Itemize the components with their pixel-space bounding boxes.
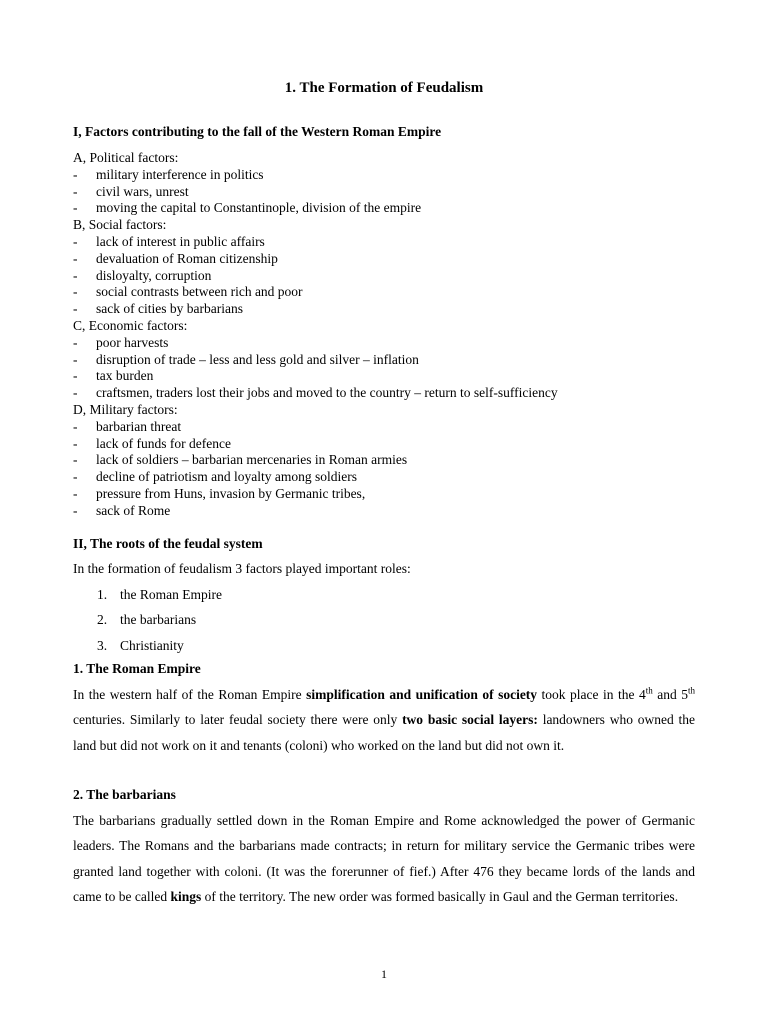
document-page: 1. The Formation of Feudalism I, Factors contributing to the fall of the Western Roman Empire A, Political factors: - military interference in politics - civil wars, unrest - moving the capital to Constantinople, division of the empire B, Social factors: - lack of interest in public affairs - devaluation of Roman citizenship - disloyalty, corruption - social contrasts between rich and poor - sack of cities by barbarians C, Economic factors: - poor harvests - disruption of trade – less and less gold and silver – inflation - tax burden - craftsmen, traders lost their jobs and moved to the country – return to self-sufficiency D, Military factors: - barbarian threat - lack of funds for defence - lack of soldiers – barbarian mercenaries in Roman armies - decline of patriotism and loyalty among soldiers - pressure from Huns, invasion by Germanic tribes, - sack of Rome II, The roots of the feudal system In the formation of feudalism 3 factors played important roles: 1. the Roman Empire 2. the barbarians 3. Christianity 1. The Roman Empire In the western half of the Roman Empire simplification and unification of society took place in the 4th and 5th centuries. Similarly to later feudal society there were only two basic social layers: landowners who owned the land but did not work on it and tenants (coloni) who worked on the land but did not own it. 2. The barbarians The barbarians gradually settled down in the Roman Empire and Rome acknowledged the power of Germanic leaders. The Romans and the barbarians made contracts; in return for military service the Germanic tribes were granted land together with coloni. (It was the forerunner of fief.) After 476 they became lords of the lands and came to be called kings of the territory. The new order was formed basically in Gaul and the German territories. 1 <box>0 0 768 1024</box>
list-item: - lack of soldiers – barbarian mercenaries in Roman armies <box>73 452 408 468</box>
page-title: 1. The Formation of Feudalism <box>284 80 484 96</box>
section-heading-roots: II, The roots of the feudal system <box>73 536 263 551</box>
list-item: - sack of cities by barbarians <box>73 301 243 317</box>
barbarians-paragraph: The barbarians gradually settled down in the Roman Empire and Rome acknowledged the power of Germanic leaders. The Romans and the barbarians made contracts; in return for military service the Germanic tribes were granted land together with coloni. (It was the forerunner of fief.) After 476 they became lords of the lands and came to be called kings of the territory. The new order was formed basically in Gaul and the German territories. <box>73 813 695 904</box>
subheading-barbarians: 2. The barbarians <box>73 787 176 802</box>
list-item: - social contrasts between rich and poor <box>73 284 303 300</box>
roman-empire-paragraph: In the western half of the Roman Empire simplification and unification of society took place in the 4th and 5th centuries. Similarly to later feudal society there were only two basic social layers: landowners who owned the land but did not work on it and tenants (coloni) who worked on the land but did not own it. <box>73 685 696 753</box>
list-item: - devaluation of Roman citizenship <box>73 250 278 266</box>
list-item: - tax burden <box>73 368 154 384</box>
list-item: - sack of Rome <box>73 502 171 518</box>
list-item: - barbarian threat <box>73 418 182 434</box>
list-item: - lack of interest in public affairs <box>73 233 265 249</box>
list-item: - pressure from Huns, invasion by Germanic tribes, <box>73 485 366 501</box>
page-number: 1 <box>381 967 387 981</box>
list-item: - disruption of trade – less and less gold and silver – inflation <box>73 351 419 367</box>
list-item: - military interference in politics <box>73 166 264 182</box>
group-label-social: B, Social factors: <box>73 217 167 233</box>
list-item: - lack of funds for defence <box>73 435 231 451</box>
subheading-roman-empire: 1. The Roman Empire <box>73 661 201 676</box>
roots-intro: In the formation of feudalism 3 factors played important roles: <box>73 561 411 576</box>
list-item: - civil wars, unrest <box>73 183 189 199</box>
group-label-economic: C, Economic factors: <box>73 317 188 333</box>
list-item: - moving the capital to Constantinople, division of the empire <box>73 200 422 216</box>
list-item: - craftsmen, traders lost their jobs and moved to the country – return to self-sufficiency <box>73 385 558 401</box>
factor-list <box>73 150 723 520</box>
list-item: - decline of patriotism and loyalty among soldiers <box>73 469 357 485</box>
section-heading-factors: I, Factors contributing to the fall of the Western Roman Empire <box>73 124 442 139</box>
list-item: - poor harvests <box>73 334 169 350</box>
group-label-political: A, Political factors: <box>73 150 179 165</box>
list-item: - disloyalty, corruption <box>73 267 212 283</box>
group-label-military: D, Military factors: <box>73 401 178 417</box>
